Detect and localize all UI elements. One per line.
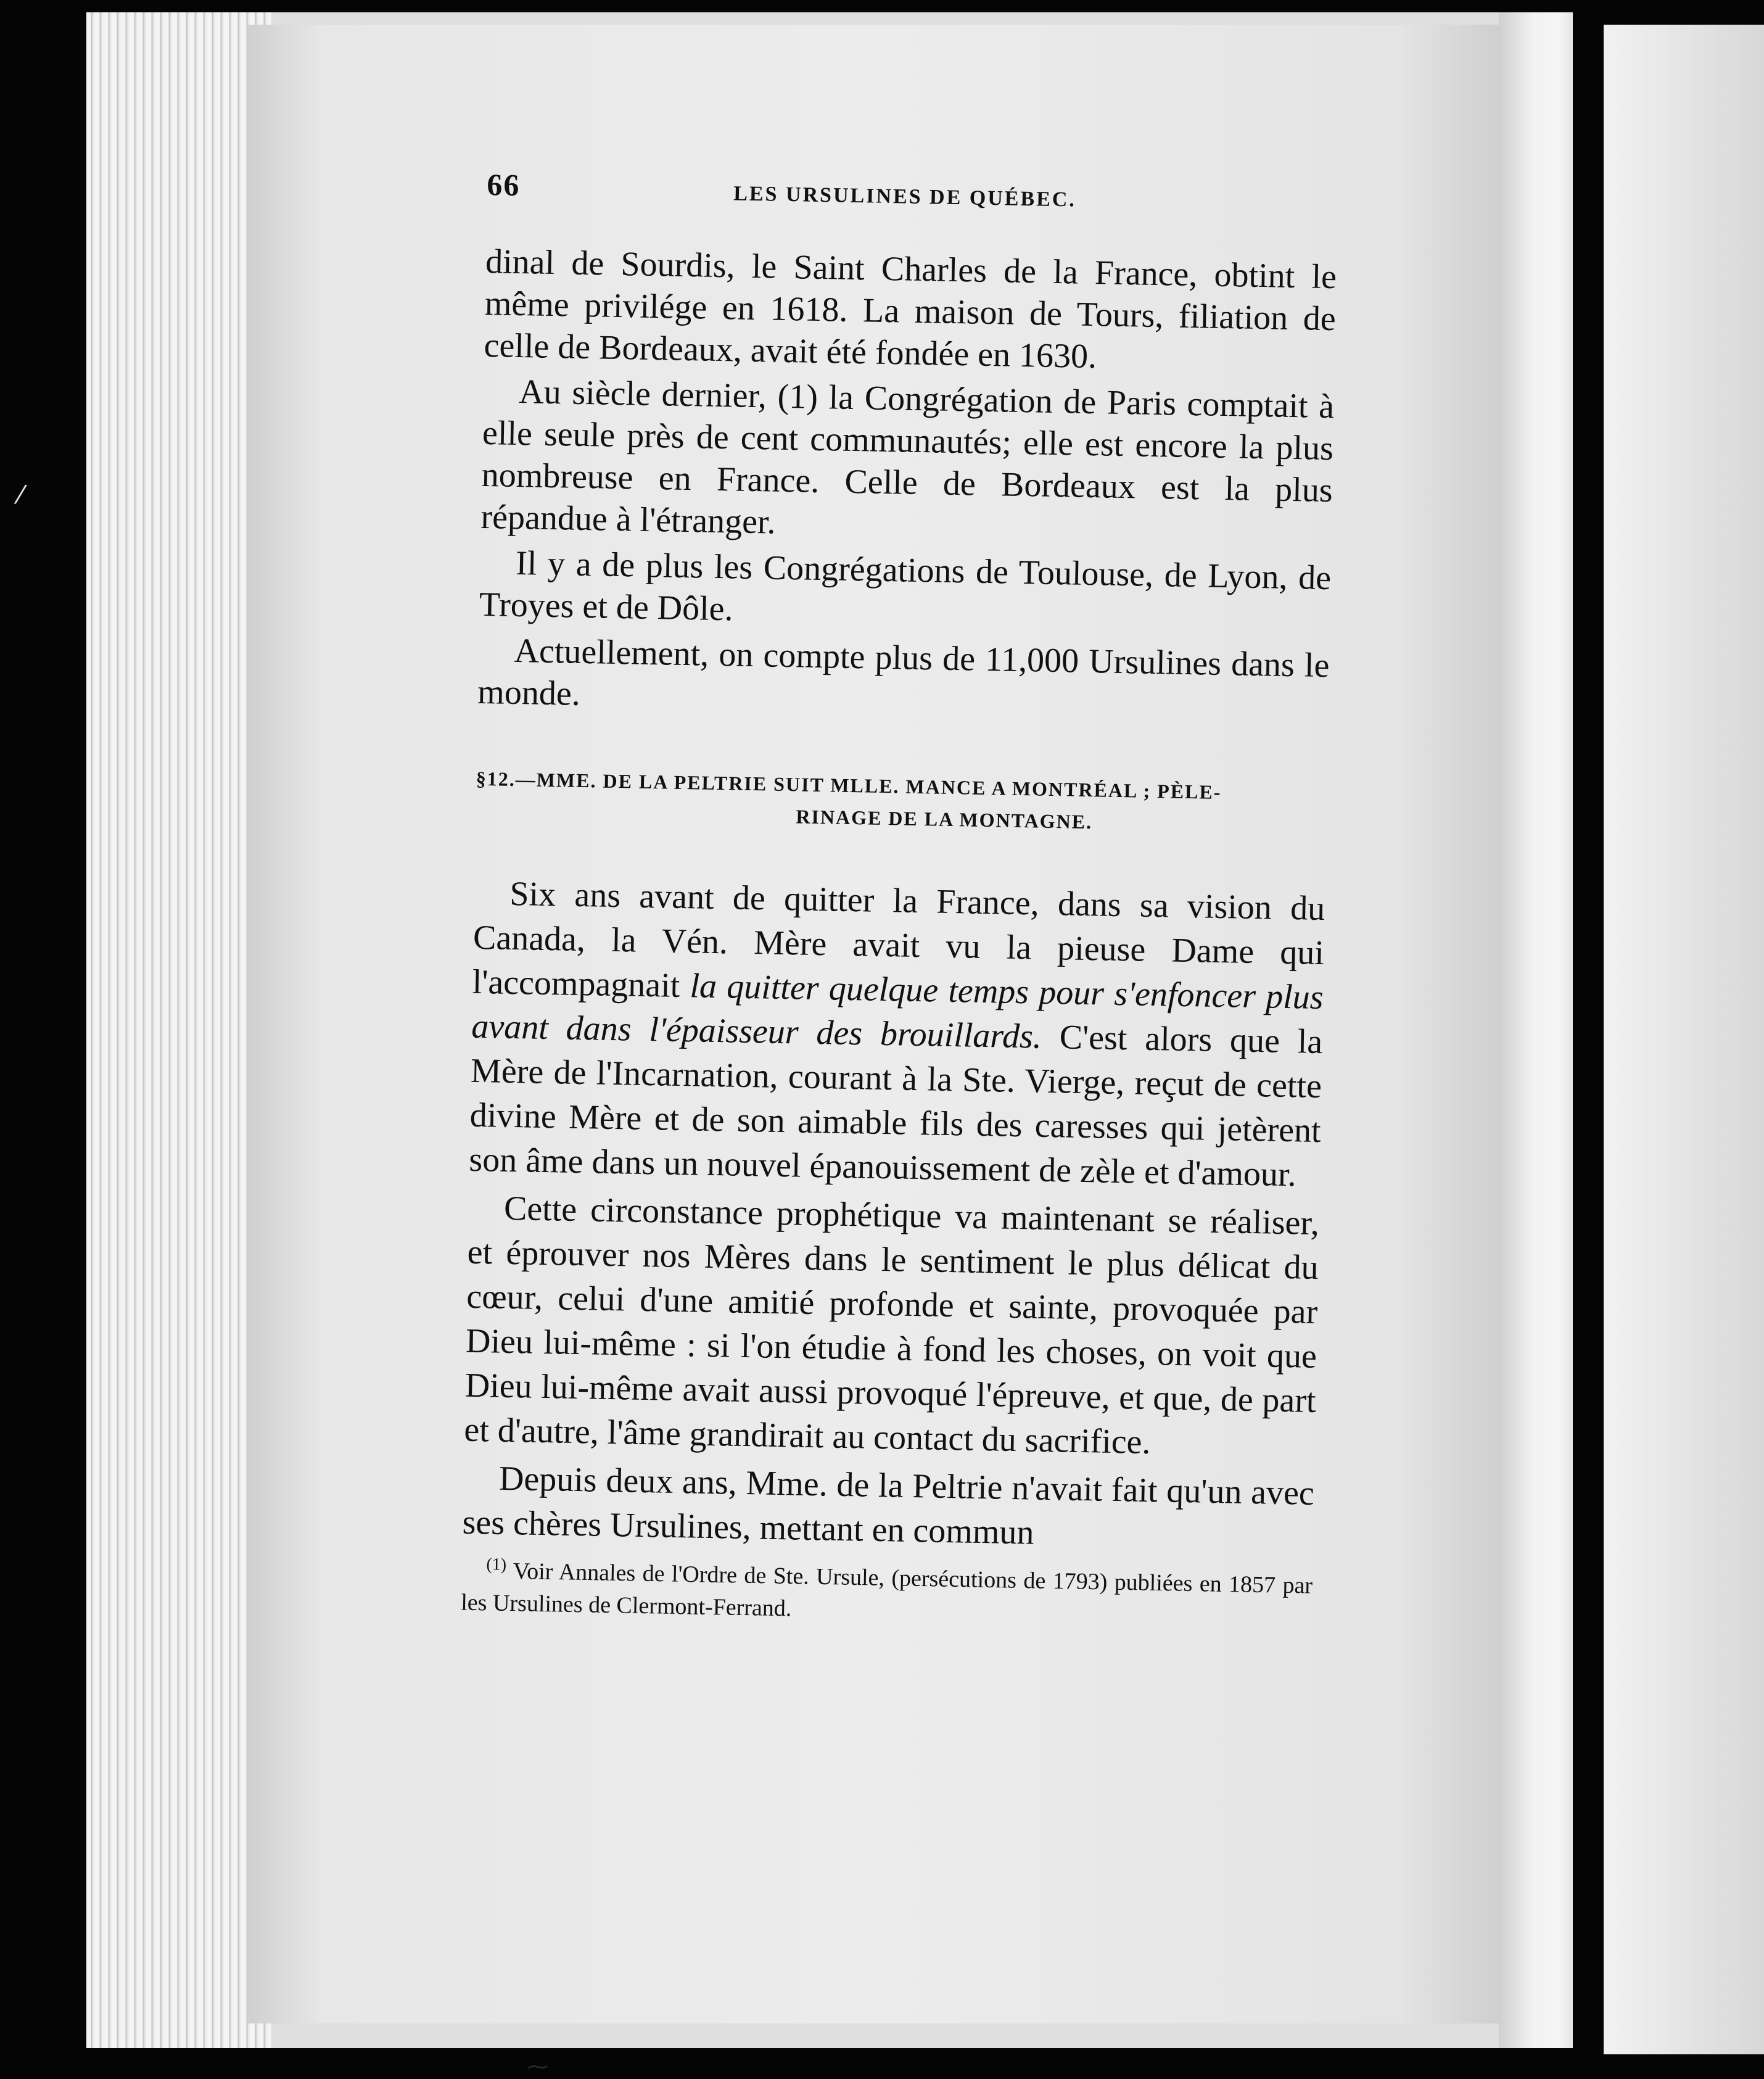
page-content (460, 167, 1338, 1658)
scan-artifact-mark: ⁄ (19, 481, 23, 510)
page-divider (1573, 12, 1597, 2048)
footnote (461, 1548, 1313, 1634)
section-heading-line-1: §12.—MME. DE LA PELTRIE SUIT MLLE. MANCE A MONTRÉAL ; PÈLE- (476, 767, 1222, 803)
paragraph-2-rest: la Congrégation de Paris comptait à elle seule près de cent communautés; elle est encore la plus nombreuse en France. Celle de Bordeaux est la plus répandue à l'étranger. (480, 378, 1335, 542)
running-title: LES URSULINES DE QUÉBEC. (733, 182, 1077, 212)
scan-smudge: ⁓ (527, 2054, 548, 2079)
footnote-reference: (1) (777, 377, 818, 416)
section-heading (475, 763, 1327, 842)
page-number: 66 (486, 167, 521, 202)
footnote-text: Voir Annales de l'Ordre de Ste. Ursule, (persécutions de 1793) publiées en 1857 par les Ursulines de Clermont-Ferrand. (460, 1558, 1313, 1622)
book-gutter (1499, 12, 1585, 2048)
footnote-mark: (1) (486, 1555, 507, 1574)
page-edges (86, 12, 271, 2048)
next-page-edge (1604, 25, 1764, 2054)
paragraph-5-start: Six ans avant de quitter la France, dans sa vision du Canada, la Vén. Mère avait vu la pieuse Dame qui l'accompagnait (472, 874, 1325, 1006)
paragraph-5 (469, 871, 1325, 1197)
paragraph-7: Depuis deux ans, Mme. de la Peltrie n'avait fait qu'un avec ses chères Ursulines, mettant en commun (462, 1459, 1315, 1552)
paragraph-3: Il y a de plus les Congrégations de Toulouse, de Lyon, de Troyes et de Dôle. (479, 544, 1332, 629)
section-heading-line-2: RINAGE DE LA MONTAGNE. (796, 805, 1093, 833)
paragraph-5-end: C'est alors que la Mère de l'Incarnation, courant à la Ste. Vierge, reçut de cette divine Mère et de son aimable fils des caresses qui jetèrent son âme dans un nouvel épanouissement de zèle et d'amour. (468, 1017, 1323, 1194)
paragraph-2-start: Au siècle dernier, (518, 373, 778, 416)
paragraph-5-italic-quote: la quitter quelque temps pour s'enfoncer plus avant dans l'épaisseur des brouillards. (471, 967, 1324, 1056)
paragraph-6: Cette circonstance prophétique va maintenant se réaliser, et éprouver nos Mères dans le sentiment le plus délicat du cœur, celui d'une amitié profonde et sainte, provoquée par Dieu lui-même : si l'on étudie à fond les choses, on voit que Dieu lui-même avait aussi provoqué l'épreuve, et que, de part et d'autre, l'âme grandirait au contact du sacrifice. (463, 1189, 1320, 1462)
paragraph-4: Actuellement, on compte plus de 11,000 Ursulines dans le monde. (477, 631, 1330, 713)
paragraph-2 (480, 370, 1335, 553)
paragraph-1: dinal de Sourdis, le Saint Charles de la France, obtint le même privilége en 1618. La maison de Tours, filiation de celle de Bordeaux, avait été fondée en 1630. (484, 242, 1337, 376)
